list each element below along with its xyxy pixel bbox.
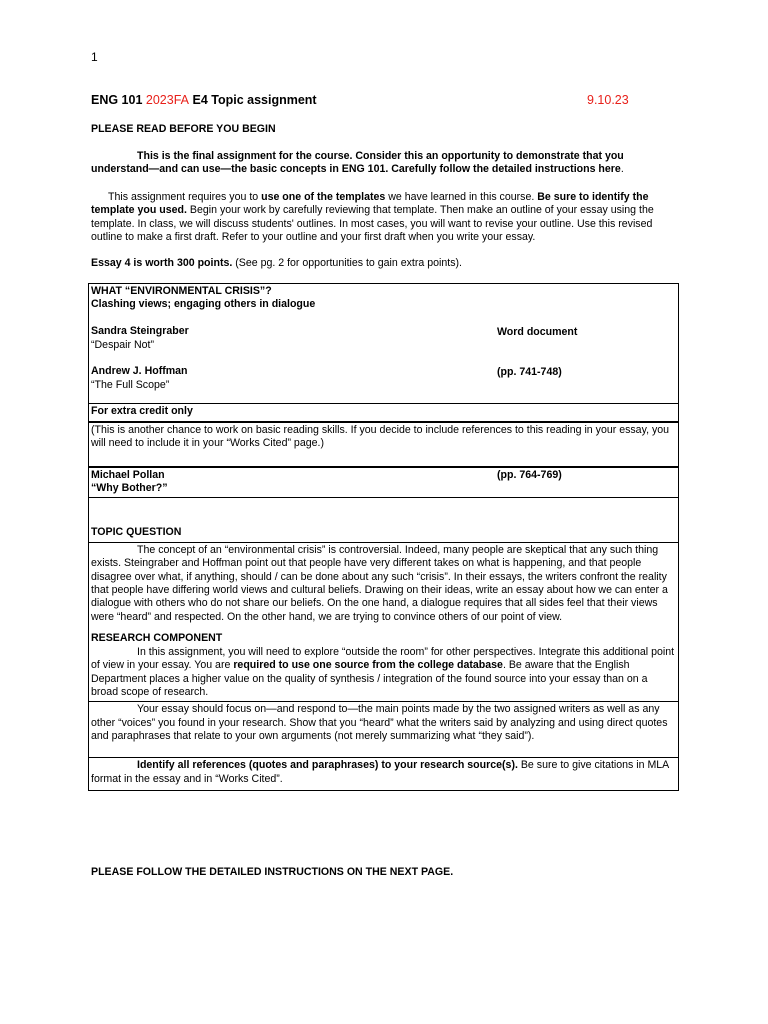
assignment-date: 9.10.23 (587, 93, 629, 107)
research-text-c: . Be aware that the English Department places a higher value on the quality of synthesis / integration of the found source into your essay than on a broad scope of research. (91, 659, 648, 698)
intro-paragraph (91, 150, 667, 177)
reading3-title: “Why Bother?” (91, 482, 168, 495)
points-paragraph (91, 257, 667, 270)
table-subheading: Clashing views; engaging others in dialogue (91, 298, 316, 311)
extra-credit-text: (This is another chance to work on basic reading skills. If you decide to include references to this reading in your essay, you will need to include it in your “Works Cited” page.) (89, 421, 678, 466)
template-text-b: use one of the templates (261, 191, 386, 203)
topic-text: The concept of an “environmental crisis” is controversial. Indeed, many people are skeptical that any such thing exists. Steingraber and Hoffman point out that people have very different takes on what is happening, and that people disagree over what, if anything, should / can be done about any such “crisis”. In their essays, the writers confront the reality that people have differing world views and cultural beliefs. Drawing on their ideas, write an essay about how we can enter a dialogue with others who do not share our beliefs. On the one hand, a dialogue requires that all sides feel that their views were “heard” and respected. On the other hand, we are trying to convince others of our point of view. (91, 543, 668, 623)
focus-row (89, 701, 678, 757)
intro-bold: This is the final assignment for the course. Consider this an opportunity to demonstrate that you understand—and can use—the basic concepts in ENG 101. Carefully follow the detailed instructions here (91, 150, 624, 176)
reading2-author: Andrew J. Hoffman (91, 365, 188, 378)
identify-row (89, 757, 678, 790)
reading3-pages: (pp. 764-769) (497, 468, 562, 481)
footer-note: PLEASE FOLLOW THE DETAILED INSTRUCTIONS ON THE NEXT PAGE. (91, 866, 454, 878)
research-label: RESEARCH COMPONENT (91, 632, 223, 645)
page-title (91, 93, 631, 107)
template-text-c: we have learned in this course. (385, 191, 538, 203)
research-text-a: In this assignment, you will need to explore “outside the room” for other perspectives. Integrate this additional point of view in your essay. You are (91, 645, 675, 672)
reading1-author: Sandra Steingraber (91, 325, 189, 338)
read-notice: PLEASE READ BEFORE YOU BEGIN (91, 123, 276, 135)
topic-label-text: TOPIC QUESTION (91, 526, 182, 539)
template-text-e: Begin your work by carefully reviewing that template. Then make an outline of your essay using the template. In class, we will discuss students' outlines. In most cases, you will want to revise your outline. Use this revised outline to make a first draft. Refer to your outline and your first draft when you write your essay. (91, 204, 654, 244)
table-row (89, 466, 678, 498)
reading3-author: Michael Pollan (91, 468, 165, 481)
points-rest: (See pg. 2 for opportunities to gain extra points). (232, 257, 462, 269)
template-paragraph (91, 191, 667, 245)
reading2-title: “The Full Scope” (91, 378, 170, 391)
identify-bold: Identify all references (quotes and paraphrases) to your research source(s). (137, 759, 518, 772)
reading1-title: “Despair Not” (91, 338, 154, 351)
template-text-a: This assignment requires you to (108, 191, 262, 203)
identify-rest: Be sure to give citations in MLA format in the essay and in “Works Cited”. (91, 759, 669, 785)
assignment-table (88, 283, 679, 791)
course-code: ENG 101 (91, 93, 143, 107)
intro-end: . (620, 163, 624, 176)
reading1-source: Word document (497, 326, 578, 338)
focus-text: Your essay should focus on—and respond to—the main points made by the two assigned writers as well as any other “voices” you found in your research. Show that you “heard” what the writers said by analyzing and using direct quotes and paraphrases that relate to your own arguments (not merely summarizing what “they said”). (91, 703, 668, 743)
page-number: 1 (91, 50, 98, 64)
points-bold: Essay 4 is worth 300 points. (91, 257, 233, 269)
table-row (89, 284, 678, 403)
term-code: 2023FA (145, 93, 189, 107)
reading2-pages: (pp. 741-748) (497, 366, 562, 378)
topic-row (89, 542, 678, 701)
table-heading: WHAT “ENVIRONMENTAL CRISIS”? (91, 285, 272, 297)
extra-credit-label: For extra credit only (89, 403, 678, 420)
research-text-b: required to use one source from the college database (233, 659, 503, 672)
topic-label (89, 497, 678, 541)
assignment-name: E4 Topic assignment (192, 93, 317, 107)
template-text-d: Be sure to identify the template you used. (91, 191, 649, 217)
